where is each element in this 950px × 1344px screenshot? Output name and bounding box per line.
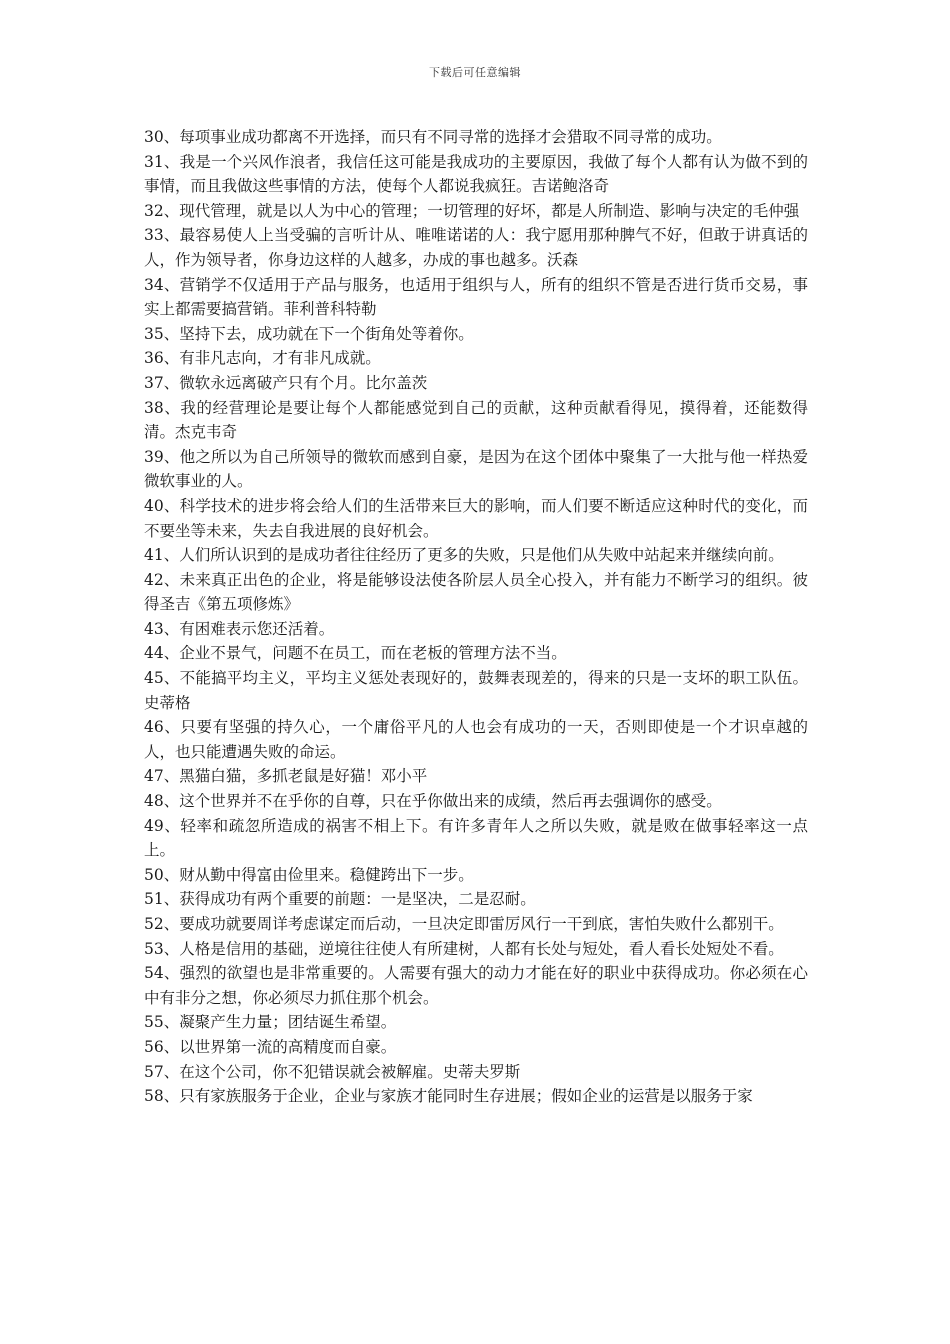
list-item: 38、我的经营理论是要让每个人都能感觉到自己的贡献，这种贡献看得见，摸得着，还能数得清。杰克韦奇 [144,398,808,442]
list-item: 58、只有家族服务于企业，企业与家族才能同时生存进展；假如企业的运营是以服务于家 [144,1087,753,1106]
list-item: 36、有非凡志向，才有非凡成就。 [144,349,381,368]
list-item: 48、这个世界并不在乎你的自尊，只在乎你做出来的成绩，然后再去强调你的感受。 [144,792,722,811]
list-item: 40、科学技术的进步将会给人们的生活带来巨大的影响，而人们要不断适应这种时代的变化，而不要坐等未来，失去自我进展的良好机会。 [144,496,808,540]
list-item: 44、企业不景气，问题不在员工，而在老板的管理方法不当。 [144,644,567,663]
list-item: 41、人们所认识到的是成功者往往经历了更多的失败，只是他们从失败中站起来并继续向前。 [144,546,784,565]
list-item: 30、每项事业成功都离不开选择，而只有不同寻常的选择才会猎取不同寻常的成功。 [144,128,722,146]
list-item: 50、财从勤中得富由俭里来。稳健跨出下一步。 [144,865,474,884]
page-header: 下载后可任意编辑 [429,66,521,79]
document-body [144,125,808,1109]
list-item: 43、有困难表示您还活着。 [144,619,335,638]
list-item: 51、获得成功有两个重要的前题：一是坚决，二是忍耐。 [144,890,536,909]
list-item: 54、强烈的欲望也是非常重要的。人需要有强大的动力才能在好的职业中获得成功。你必须在心中有非分之想，你必须尽力抓住那个机会。 [144,964,808,1007]
list-item: 32、现代管理，就是以人为中心的管理；一切管理的好坏，都是人所制造、影响与决定的毛仲强 [144,201,800,220]
list-item: 35、坚持下去，成功就在下一个街角处等着你。 [144,324,474,343]
list-item: 37、微软永远离破产只有个月。比尔盖茨 [144,373,428,392]
list-item: 56、以世界第一流的高精度而自豪。 [144,1037,397,1056]
list-item: 57、在这个公司，你不犯错误就会被解雇。史蒂夫罗斯 [144,1062,521,1081]
list-item: 55、凝聚产生力量；团结诞生希望。 [144,1013,397,1032]
list-item: 39、他之所以为自己所领导的微软而感到自豪，是因为在这个团体中聚集了一大批与他一样热爱微软事业的人。 [144,447,808,491]
list-item: 31、我是一个兴风作浪者，我信任这可能是我成功的主要原因，我做了每个人都有认为做不到的事情，而且我做这些事情的方法，使每个人都说我疯狂。吉诺鲍洛奇 [144,152,808,196]
list-item: 33、最容易使人上当受骗的言听计从、唯唯诺诺的人：我宁愿用那种脾气不好，但敢于讲真话的人，作为领导者，你身边这样的人越多，办成的事也越多。沃森 [144,226,808,269]
list-item: 45、不能搞平均主义，平均主义惩处表现好的，鼓舞表现差的，得来的只是一支坏的职工队伍。史蒂格 [144,669,808,712]
list-item: 34、营销学不仅适用于产品与服务，也适用于组织与人，所有的组织不管是否进行货币交易，事实上都需要搞营销。菲利普科特勒 [144,275,808,319]
list-item: 46、只要有坚强的持久心，一个庸俗平凡的人也会有成功的一天，否则即使是一个才识卓越的人，也只能遭遇失败的命运。 [144,718,808,761]
list-item: 42、未来真正出色的企业，将是能够设法使各阶层人员全心投入，并有能力不断学习的组织。彼得圣吉《第五项修炼》 [144,570,808,614]
list-item: 53、人格是信用的基础，逆境往往使人有所建树，人都有长处与短处，看人看长处短处不看。 [144,939,784,958]
list-item: 52、要成功就要周详考虑谋定而后动，一旦决定即雷厉风行一干到底，害怕失败什么都别干。 [144,915,784,933]
list-item: 47、黑猫白猫，多抓老鼠是好猫！邓小平 [144,767,428,786]
list-item: 49、轻率和疏忽所造成的祸害不相上下。有许多青年人之所以失败，就是败在做事轻率这一点上。 [144,816,808,860]
